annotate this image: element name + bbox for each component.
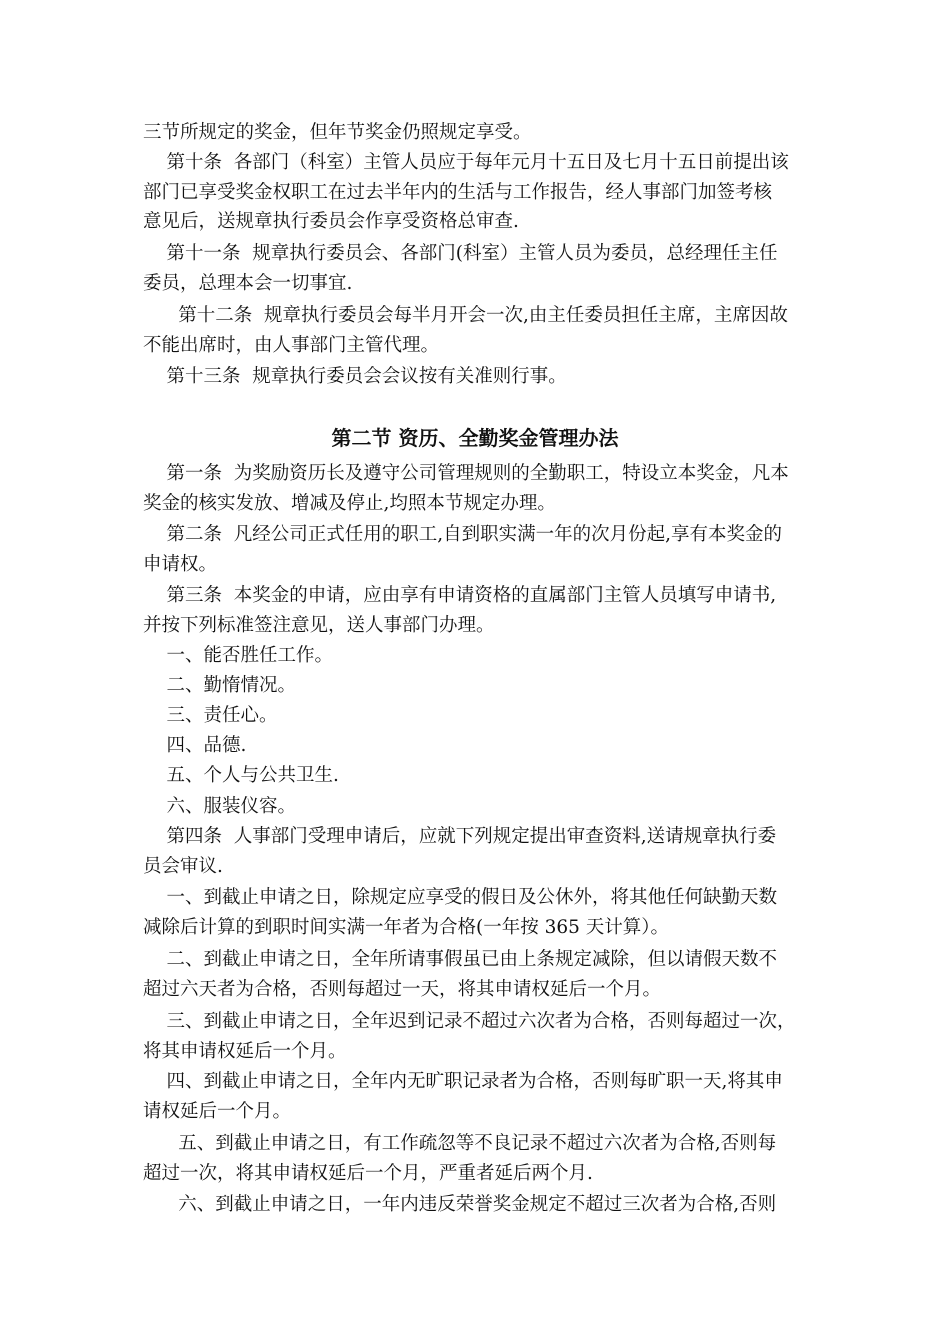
text-line: 三节所规定的奖金，但年节奖金仍照规定享受。 bbox=[143, 122, 532, 143]
text-line: 一、能否胜任工作。 bbox=[143, 645, 334, 666]
section-title: 第二节 资历、全勤奖金管理办法 bbox=[331, 426, 619, 450]
text-line: 第十三条 规章执行委员会会议按有关准则行事。 bbox=[143, 366, 567, 387]
text-line: 五、到截止申请之日，有工作疏忽等不良记录不超过六次者为合格,否则每 bbox=[143, 1133, 777, 1154]
text-line: 六、服装仪容。 bbox=[143, 796, 297, 817]
text-line: 第十二条 规章执行委员会每半月开会一次,由主任委员担任主席，主席因故 bbox=[143, 305, 788, 326]
text-line: 减除后计算的到职时间实满一年者为合格(一年按 365 天计算）。 bbox=[143, 917, 670, 938]
text-line: 四、品德. bbox=[143, 735, 247, 756]
text-line: 请权延后一个月。 bbox=[143, 1101, 292, 1122]
text-line: 意见后，送规章执行委员会作享受资格总审查. bbox=[143, 211, 519, 232]
text-line: 员会审议. bbox=[143, 856, 223, 877]
text-line: 第十一条 规章执行委员会、各部门(科室）主管人员为委员，总经理任主任 bbox=[143, 243, 778, 264]
text-line: 四、到截止申请之日，全年内无旷职记录者为合格，否则每旷职一天,将其申 bbox=[143, 1071, 783, 1092]
text-line: 第二条 凡经公司正式任用的职工,自到职实满一年的次月份起,享有本奖金的 bbox=[143, 524, 783, 545]
text-line: 第三条 本奖金的申请，应由享有申请资格的直属部门主管人员填写申请书, bbox=[143, 585, 777, 606]
text-line: 将其申请权延后一个月。 bbox=[143, 1041, 347, 1062]
text-line: 超过六天者为合格，否则每超过一天，将其申请权延后一个月。 bbox=[143, 979, 662, 1000]
text-line: 第四条 人事部门受理申请后，应就下列规定提出审查资料,送请规章执行委 bbox=[143, 826, 777, 847]
text-line: 六、到截止申请之日，一年内违反荣誉奖金规定不超过三次者为合格,否则 bbox=[143, 1194, 777, 1215]
text-line: 第十条 各部门（科室）主管人员应于每年元月十五日及七月十五日前提出该 bbox=[143, 152, 789, 173]
text-line: 并按下列标准签注意见，送人事部门办理。 bbox=[143, 615, 495, 636]
text-line: 三、责任心。 bbox=[143, 705, 278, 726]
text-line: 奖金的核实发放、增减及停止,均照本节规定办理。 bbox=[143, 493, 556, 514]
text-line: 委员，总理本会一切事宜. bbox=[143, 273, 353, 294]
text-line: 五、个人与公共卫生. bbox=[143, 765, 339, 786]
text-line: 第一条 为奖励资历长及遵守公司管理规则的全勤职工，特设立本奖金，凡本 bbox=[143, 463, 789, 484]
text-line: 部门已享受奖金权职工在过去半年内的生活与工作报告，经人事部门加签考核 bbox=[143, 182, 773, 203]
text-line: 不能出席时，由人事部门主管代理。 bbox=[143, 335, 440, 356]
text-line: 三、到截止申请之日，全年迟到记录不超过六次者为合格，否则每超过一次， bbox=[143, 1011, 796, 1032]
text-line: 二、到截止申请之日，全年所请事假虽已由上条规定减除，但以请假天数不 bbox=[143, 949, 778, 970]
text-line: 二、勤惰情况。 bbox=[143, 675, 297, 696]
text-line: 一、到截止申请之日，除规定应享受的假日及公休外，将其他任何缺勤天数 bbox=[143, 887, 778, 908]
text-line: 超过一次，将其申请权延后一个月，严重者延后两个月. bbox=[143, 1163, 593, 1184]
text-line: 申请权。 bbox=[143, 554, 218, 575]
